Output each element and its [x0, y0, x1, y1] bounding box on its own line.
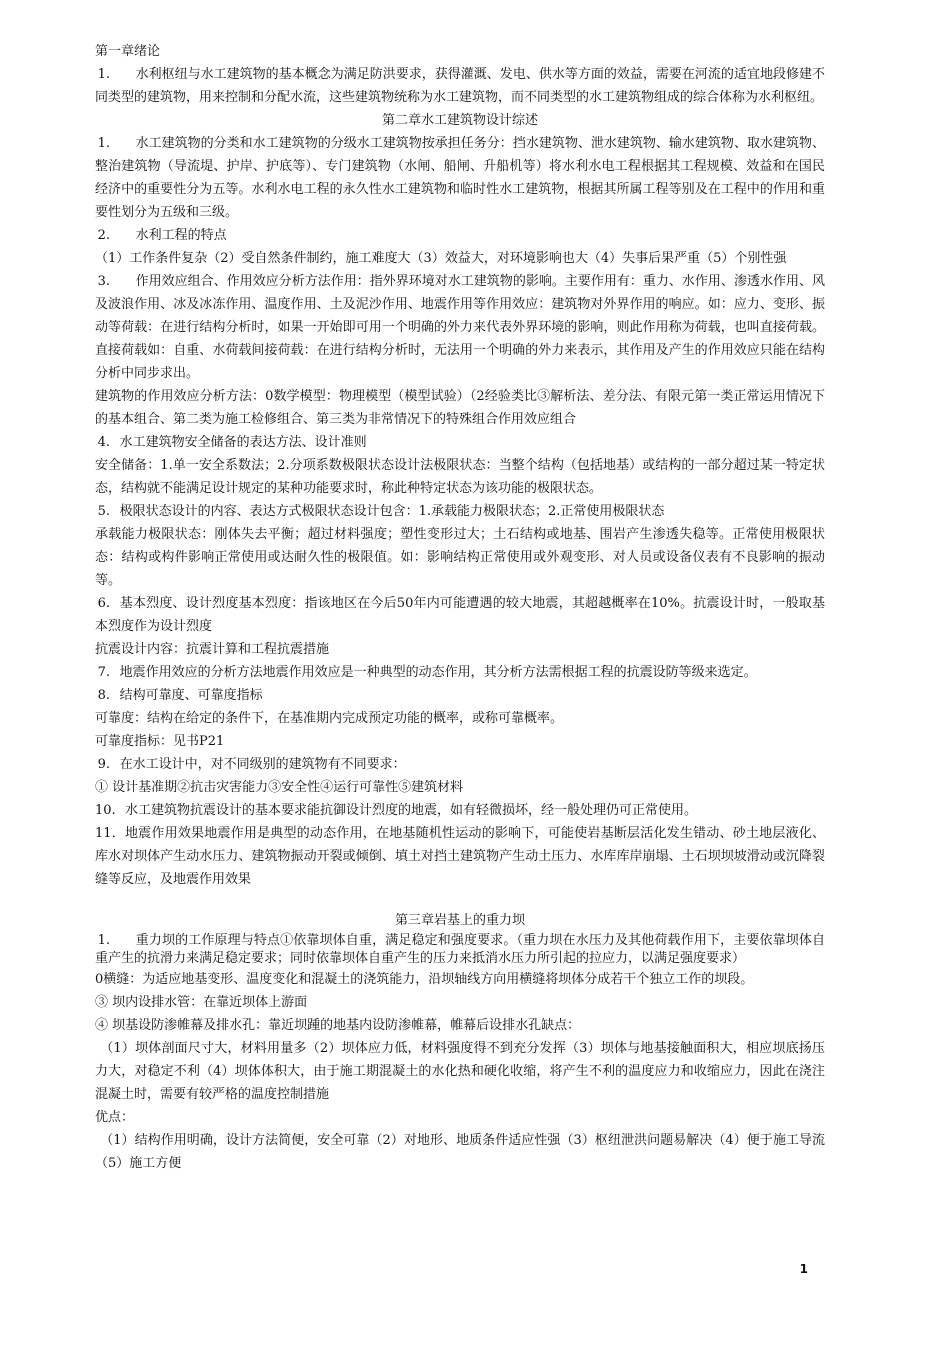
ch2-paragraph-1: 1. 水工建筑物的分类和水工建筑物的分级水工建筑物按承担任务分：挡水建筑物、泄水建筑物、输水建筑物、取水建筑物、整治建筑物（导流堤、护岸、护底等）、专门建筑物（水闸、船闸、升船机等）将水利水电工程根据其工程规模、效益和在国民经济中的重要性分为五等。水利水电工程的永久性水工建筑物和临时性水工建筑物，根据其所属工程等别及在工程中的作用和重要性划分为五级和三级。 [95, 132, 825, 224]
item-number: 4. [97, 435, 110, 450]
item-number: 1. [97, 136, 110, 151]
ch2-paragraph-6: 6. 基本烈度、设计烈度基本烈度：指该地区在今后50年内可能遭遇的较大地震，其超越概率在10%。抗震设计时，一般取基本烈度作为设计烈度 [95, 592, 825, 638]
ch2-paragraph-10: 10. 水工建筑物抗震设计的基本要求能抗御设计烈度的地震，如有轻微损坏，经一般处理仍可正常使用。 [95, 799, 825, 822]
item-number: 3. [97, 274, 110, 289]
ch2-paragraph-4-body: 安全储备：1.单一安全系数法；2.分项系数极限状态设计法极限状态：当整个结构（包括地基）或结构的一部分超过某一特定状态，结构就不能满足设计规定的某种功能要求时，称此种特定状态为该功能的极限状态。 [95, 458, 825, 496]
ch3-paragraph-1: 1. 重力坝的工作原理与特点①依靠坝体自重，满足稳定和强度要求。（重力坝在水压力及其他荷载作用下，主要依靠坝体自重产生的抗滑力来满足稳定要求；同时依靠坝体自重产生的压力来抵消水压力所引起的拉应力，以满足强度要求） [95, 933, 825, 966]
item-number: 5. [97, 504, 110, 519]
ch2-paragraph-8-body1: 可靠度：结构在给定的条件下，在基准期内完成预定功能的概率，或称可靠概率。 [95, 711, 564, 726]
section-gap [95, 891, 825, 909]
ch3-paragraph-7: （1）结构作用明确，设计方法简便，安全可靠（2）对地形、地质条件适应性强（3）枢纽泄洪问题易解决（4）便于施工导流（5）施工方便 [95, 1133, 825, 1171]
item-number: 10. [95, 803, 116, 818]
item-number: 7. [97, 665, 110, 680]
item-number: 9. [97, 757, 110, 772]
item-number: 1. [97, 933, 110, 948]
ch2-paragraph-3: 3. 作用效应组合、作用效应分析方法作用：指外界环境对水工建筑物的影响。主要作用有：重力、水作用、渗透水作用、风及波浪作用、冰及冰冻作用、温度作用、土及泥沙作用、地震作用等作用效应：建筑物对外界作用的响应。如：应力、变形、振动等荷载：在进行结构分析时，如果一开始即可用一个明确的外力来代表外界环境的影响，则此作用称为荷载，也叫直接荷载。直接荷载如：自重、水荷载间接荷载：在进行结构分析时，无法用一个明确的外力来表示，其作用及产生的作用效应只能在结构分析中同步求出。 [95, 270, 825, 385]
ch2-paragraph-2-body: （1）工作条件复杂（2）受自然条件制约，施工难度大（3）效益大，对环境影响也大（4）失事后果严重（5）个别性强 [95, 251, 787, 266]
document-page [95, 40, 825, 1175]
ch2-paragraph-9: 9. 在水工设计中，对不同级别的建筑物有不同要求： [95, 753, 825, 776]
ch3-paragraph-5: （1）坝体剖面尺寸大，材料用量多（2）坝体应力低，材料强度得不到充分发挥（3）坝体与地基接触面积大，相应坝底扬压力大，对稳定不利（4）坝体体积大，由于施工期混凝土的水化热和硬化收缩，将产生不利的温度应力和收缩应力，因此在浇注混凝土时，需要有较严格的温度控制措施 [95, 1041, 825, 1102]
ch2-paragraph-5: 5. 极限状态设计的内容、表达方式极限状态设计包含：1.承载能力极限状态；2.正常使用极限状态 [95, 500, 825, 523]
ch2-paragraph-9-body: ① 设计基准期②抗击灾害能力③安全性④运行可靠性⑤建筑材料 [95, 780, 464, 795]
ch2-paragraph-8-body2: 可靠度指标：见书P21 [95, 734, 225, 749]
page-number: 1 [799, 1262, 808, 1276]
ch2-paragraph-11: 11．地震作用效果地震作用是典型的动态作用，在地基随机性运动的影响下，可能使岩基断层活化发生错动、砂土地层液化、库水对坝体产生动水压力、建筑物振动开裂或倾倒、填土对挡土建筑物产生动土压力、水库库岸崩塌、土石坝坝坡滑动或沉降裂缝等反应，及地震作用效果 [95, 826, 825, 887]
ch3-paragraph-6: 优点： [95, 1110, 135, 1125]
ch3-paragraph-3: ③ 坝内设排水管：在靠近坝体上游面 [95, 995, 308, 1010]
ch2-paragraph-5-body: 承载能力极限状态：刚体失去平衡；超过材料强度；塑性变形过大；土石结构或地基、围岩产生渗透失稳等。正常使用极限状态：结构或构件影响正常使用或达耐久性的极限值。如：影响结构正常使用或外观变形、对人员或设备仪表有不良影响的振动等。 [95, 527, 825, 588]
item-number: 2. [97, 228, 110, 243]
ch3-paragraph-2: 0横缝：为适应地基变形、温度变化和混凝土的浇筑能力，沿坝轴线方向用横缝将坝体分成若干个独立工作的坝段。 [95, 972, 754, 987]
ch2-paragraph-4: 4. 水工建筑物安全储备的表达方法、设计准则 [95, 431, 825, 454]
ch2-paragraph-7: 7. 地震作用效应的分析方法地震作用效应是一种典型的动态作用，其分析方法需根据工程的抗震设防等级来选定。 [95, 661, 825, 684]
chapter1-title: 第一章绪论 [95, 44, 161, 59]
ch3-paragraph-4: ④ 坝基设防渗帷幕及排水孔：靠近坝踵的地基内设防渗帷幕，帷幕后设排水孔缺点： [95, 1018, 581, 1033]
item-number: 1. [97, 67, 110, 82]
ch2-paragraph-2: 2. 水利工程的特点 [95, 224, 825, 247]
ch1-paragraph-1: 1. 水利枢纽与水工建筑物的基本概念为满足防洪要求，获得灌溉、发电、供水等方面的效益，需要在河流的适宜地段修建不同类型的建筑物，用来控制和分配水流，这些建筑物统称为水工建筑物，而不同类型的水工建筑物组成的综合体称为水利枢纽。 [95, 63, 825, 109]
ch2-paragraph-6-body: 抗震设计内容：抗震计算和工程抗震措施 [95, 642, 330, 657]
ch2-paragraph-3-body: 建筑物的作用效应分析方法：0数学模型：物理模型（模型试验）（2经验类比③解析法、差分法、有限元第一类正常运用情况下的基本组合、第二类为施工检修组合、第三类为非常情况下的特殊组合作用效应组合 [95, 389, 825, 427]
ch2-paragraph-8: 8. 结构可靠度、可靠度指标 [95, 684, 825, 707]
item-number: 6. [97, 596, 110, 611]
chapter2-title: 第二章水工建筑物设计综述 [381, 113, 538, 128]
chapter3-title: 第三章岩基上的重力坝 [394, 913, 525, 928]
item-number: 8. [97, 688, 110, 703]
